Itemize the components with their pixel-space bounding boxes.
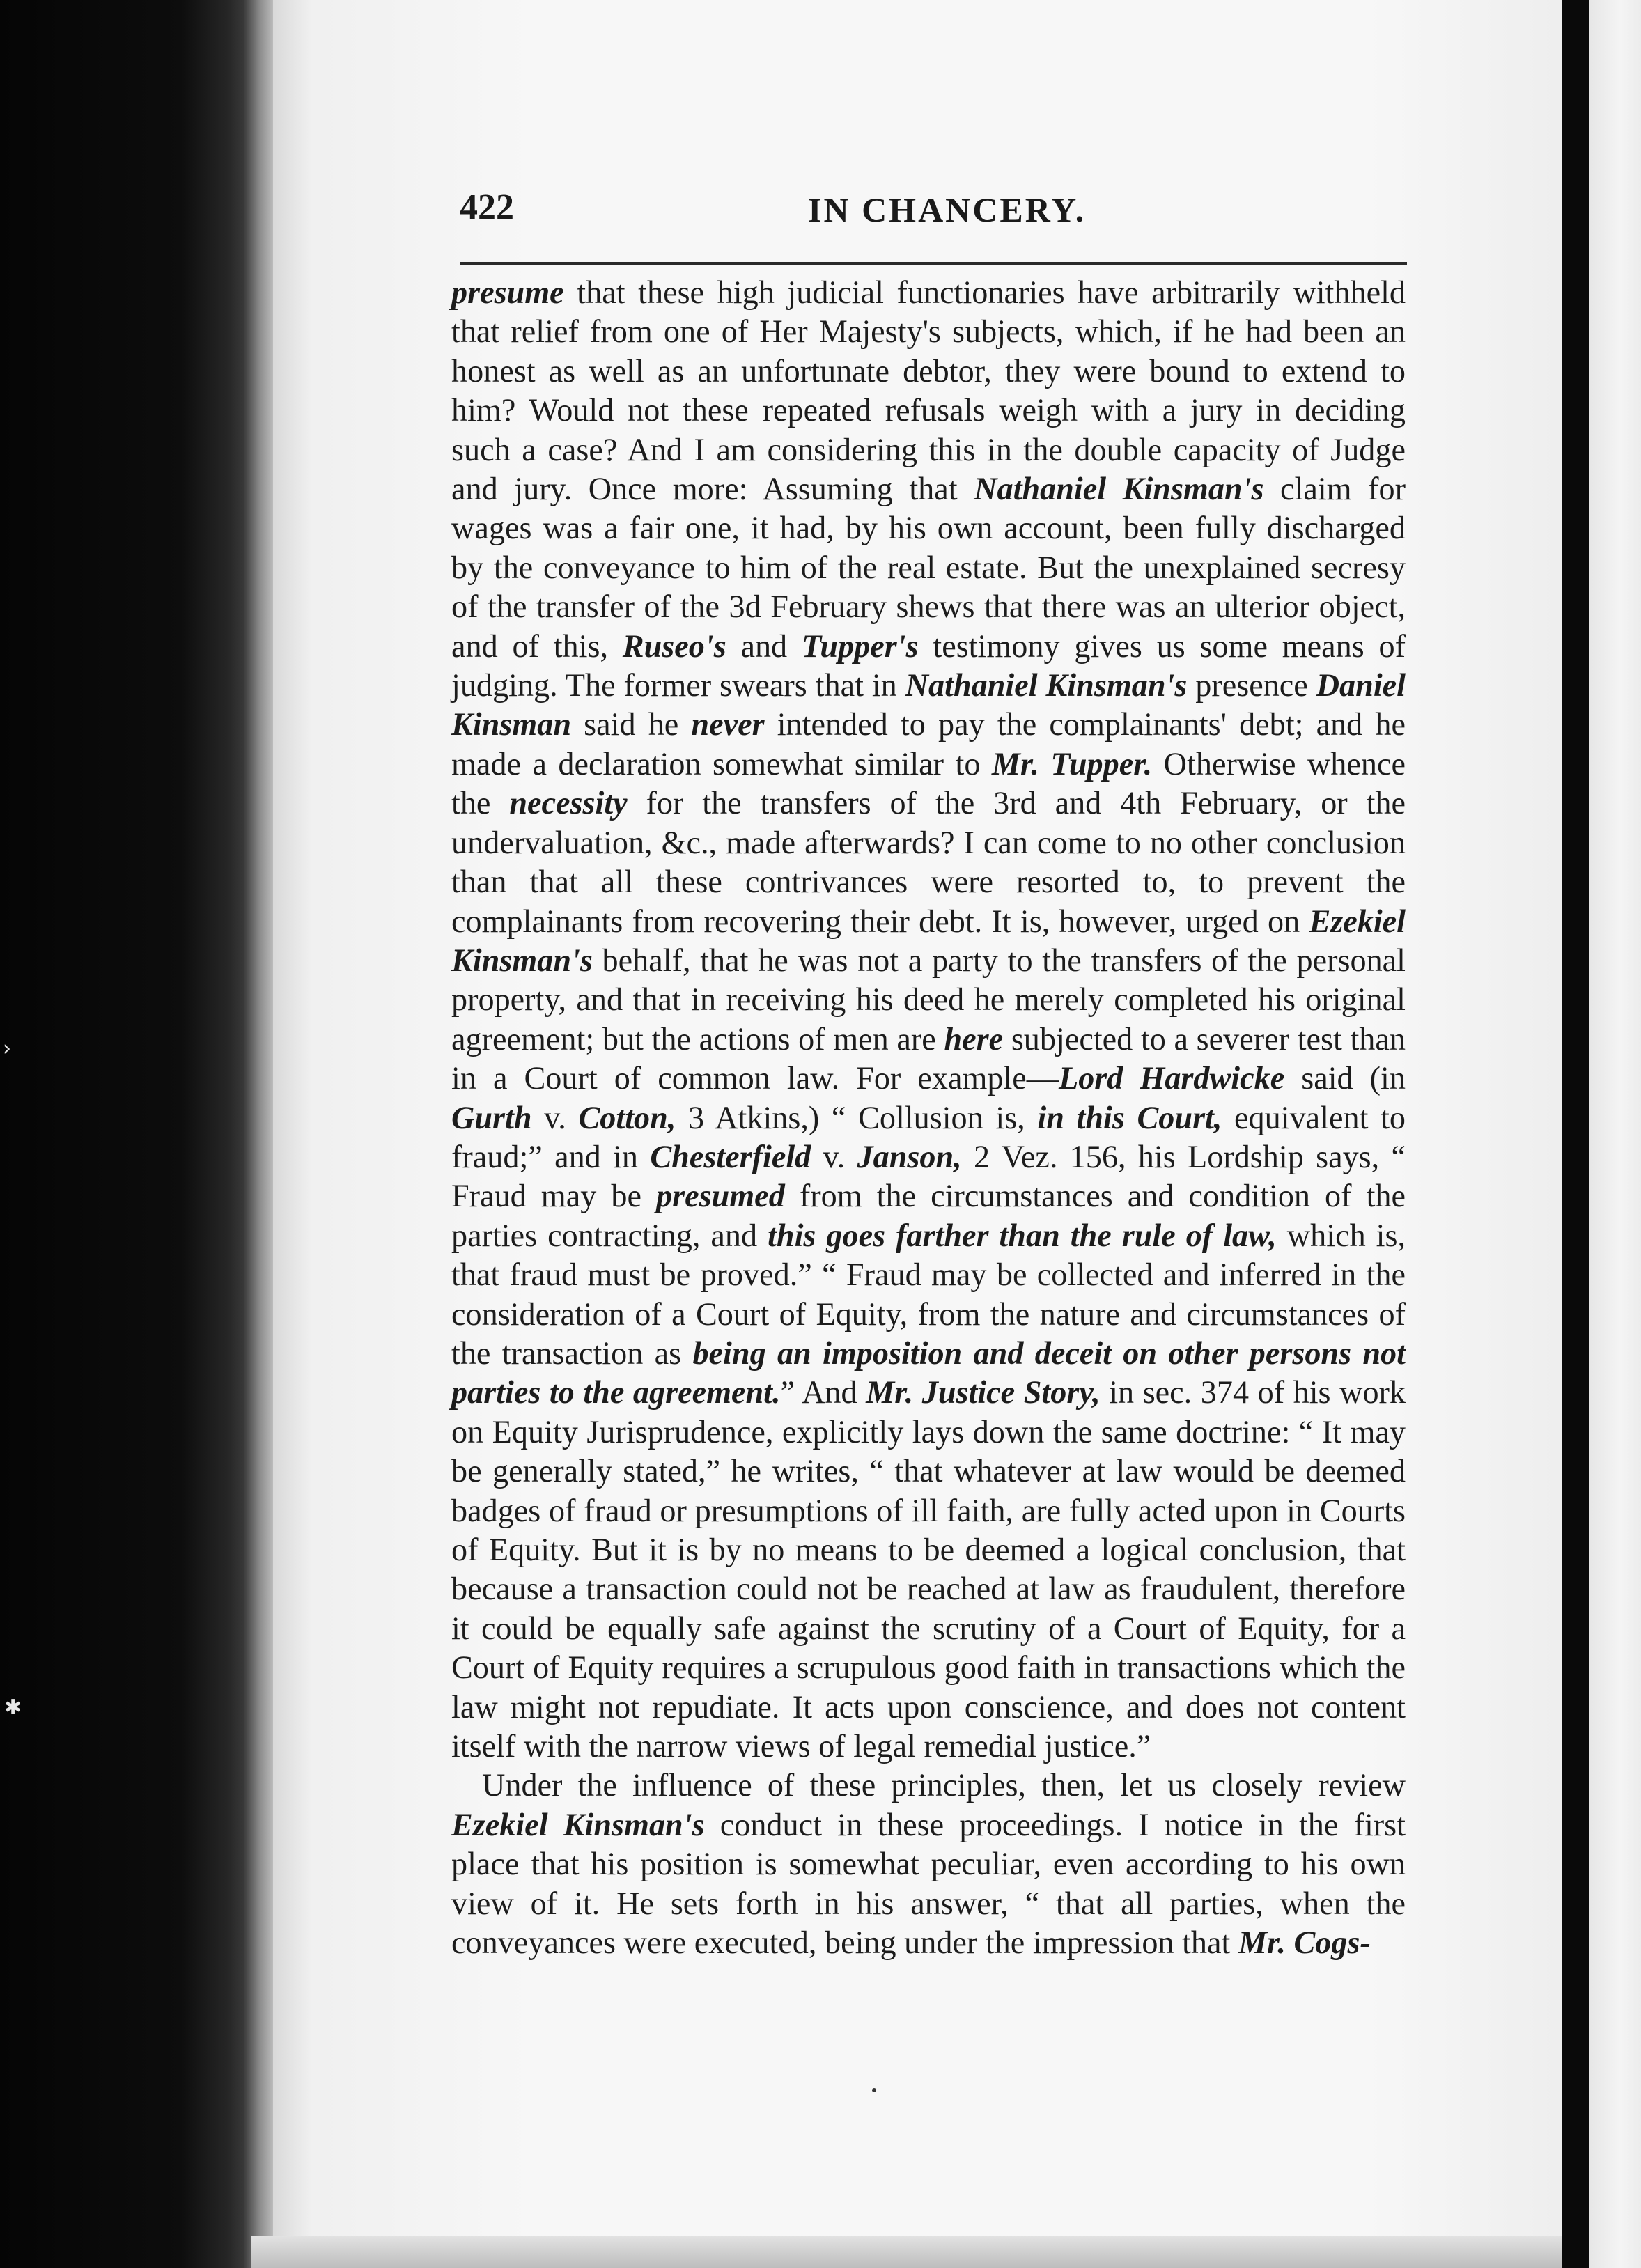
page-header	[460, 187, 1407, 242]
text-run: presence	[1187, 667, 1316, 704]
page-gap	[1562, 0, 1589, 2268]
text-run: said (in	[1284, 1060, 1406, 1096]
italic-run: Gurth	[451, 1099, 532, 1135]
text-run: and	[726, 628, 802, 664]
text-run: Under the influence of these principles, then, let us closely review	[482, 1767, 1406, 1803]
text-run: which is, that fraud must be proved.” “ Fraud may be collected and inferred in the consideration of a Court of Equity, from the nature and circumstances of the transaction as	[451, 1217, 1406, 1371]
paragraph-2	[451, 1766, 1406, 1962]
text-run: intended to pay the complainants' debt; and he made a declaration somewhat similar to	[451, 706, 1406, 782]
italic-run: this goes farther than the rule of law,	[768, 1217, 1277, 1253]
italic-run: in this Court,	[1037, 1099, 1222, 1135]
italic-run: Ruseo's	[622, 628, 726, 664]
text-run: behalf, that he was not a party to the transfers of the personal property, and that in receiving his deed he merely completed his original agreement; but the actions of men are	[451, 942, 1406, 1057]
text-run: that these high judicial functionaries have arbitrarily withheld that relief from one of Her Majesty's subjects, which, if he had been an honest as well as an unfortunate debtor, they were bound to extend to him? Would not these repeated refusals weigh with a jury in deciding such a case? And I am considering this in the double capacity of Judge and jury. Once more: Assuming that	[451, 274, 1406, 507]
italic-run: Janson,	[857, 1138, 962, 1174]
text-run: subjected to a severer test than in a Court of common law. For example—	[451, 1020, 1406, 1096]
body-text	[451, 273, 1406, 1962]
text-run: 3 Atkins,) “ Collusion is,	[676, 1099, 1038, 1135]
italic-run: presumed	[656, 1178, 785, 1214]
page-number: 422	[460, 187, 514, 227]
italic-run: Tupper's	[801, 628, 919, 664]
italic-run: Mr. Justice Story,	[866, 1374, 1101, 1411]
text-run: from the circumstances and condition of the parties contracting, and	[451, 1178, 1406, 1253]
text-run: v.	[531, 1099, 579, 1135]
italic-run: Daniel Kinsman	[451, 667, 1406, 743]
text-run: conduct in these proceedings. I notice in the first place that his position is somewhat peculiar, even according to his own view of it. He sets forth in his answer, “ that all parties, when the conveyances were executed, being under the impression that	[451, 1806, 1406, 1961]
page-bottom-edge	[251, 2236, 1562, 2268]
text-run: equivalent to fraud;” and in	[451, 1099, 1406, 1174]
text-run: v.	[811, 1138, 857, 1174]
italic-run: Mr. Cogs-	[1238, 1925, 1371, 1961]
ink-speck	[872, 2088, 876, 2092]
margin-chevron-mark: ›	[3, 1036, 11, 1061]
text-run: Otherwise whence the	[451, 745, 1406, 821]
paragraph-1	[451, 273, 1406, 1766]
italic-run: here	[944, 1020, 1004, 1057]
text-run: 2 Vez. 156, his Lordship says, “ Fraud may be	[451, 1138, 1406, 1214]
italic-run: Mr. Tupper.	[991, 745, 1153, 782]
text-run: said he	[571, 706, 692, 743]
italic-run: Chesterfield	[650, 1138, 811, 1174]
italic-run: Ezekiel Kinsman's	[451, 903, 1406, 978]
italic-run: Nathaniel Kinsman's	[905, 667, 1188, 704]
italic-run: presume	[451, 274, 564, 310]
italic-run: being an imposition and deceit on other persons not parties to the agreement.	[451, 1335, 1406, 1411]
italic-run: never	[691, 706, 765, 743]
text-run: testimony gives us some means of judging. The former swears that in	[451, 628, 1406, 704]
adjacent-page-edge	[1589, 0, 1641, 2268]
text-run: for the transfers of the 3rd and 4th February, or the undervaluation, &c., made afterwards? I can come to no other conclusion than that all these contrivances were resorted to, to prevent the complainants from recovering their debt. It is, however, urged on	[451, 785, 1406, 939]
italic-run: Lord Hardwicke	[1058, 1060, 1285, 1096]
italic-run: necessity	[509, 785, 628, 821]
scanner-background-left	[0, 0, 259, 2268]
margin-star-mark: ✱	[4, 1695, 22, 1720]
text-run: in sec. 374 of his work on Equity Jurisprudence, explicitly lays down the same doctrine: “ It may be generally stated,” he writes, “ that whatever at law would be deemed badges of fraud or presumptions of ill faith, are fully acted upon in Courts of Equity. But it is by no means to be deemed a logical conclusion, that because a transaction could not be reached at law as fraudulent, therefore it could be equally safe against the scrutiny of a Court of Equity, for a Court of Equity requires a scrupulous good faith in transactions which the law might not repudiate. It acts upon conscience, and does not content itself with the narrow views of legal remedial justice.”	[451, 1374, 1406, 1764]
header-rule	[460, 262, 1407, 265]
text-run: ” And	[780, 1374, 866, 1411]
italic-run: Ezekiel Kinsman's	[451, 1806, 705, 1842]
italic-run: Cotton,	[578, 1099, 676, 1135]
italic-run: Nathaniel Kinsman's	[974, 471, 1264, 507]
running-title: IN CHANCERY.	[808, 190, 1087, 229]
text-run: claim for wages was a fair one, it had, by his own account, been fully discharged by the conveyance to him of the real estate. But the unexplained secresy of the transfer of the 3d February shews that there was an ulterior object, and of this,	[451, 471, 1406, 664]
